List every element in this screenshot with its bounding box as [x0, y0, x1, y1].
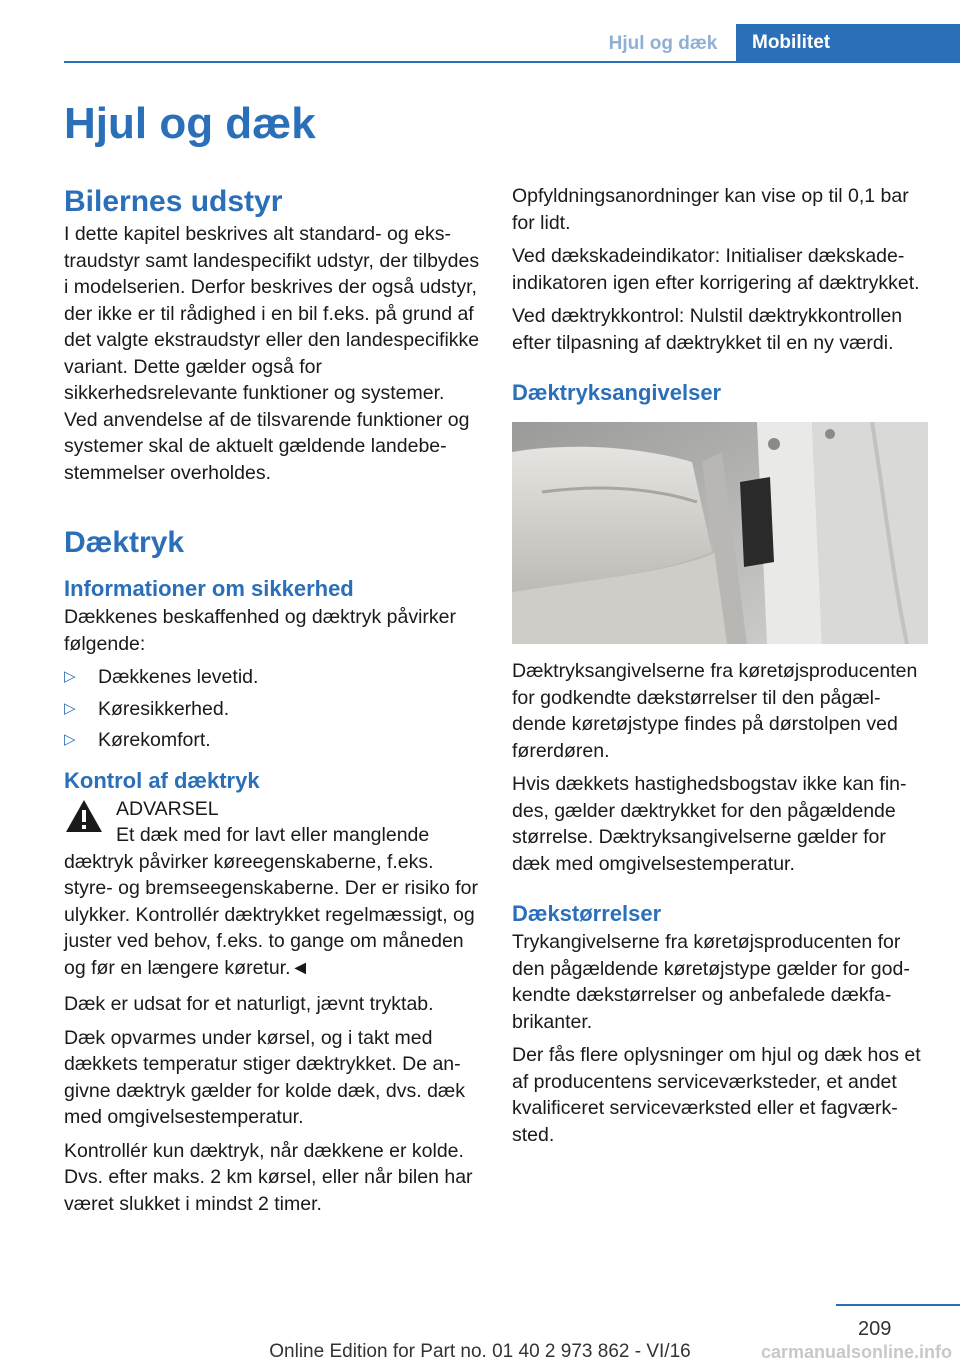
- page-title: Hjul og dæk: [64, 99, 316, 148]
- heading-tire-pressure: Dæktryk: [64, 526, 185, 559]
- warning-heading: ADVARSEL: [116, 797, 219, 820]
- watermark: carmanualsonline.info: [760, 1342, 952, 1362]
- right-column: [512, 183, 928, 1155]
- footer-rule: [836, 1304, 960, 1306]
- safety-bullet-list: [64, 664, 480, 754]
- paragraph-pressure-monitor: Ved dæktrykkontrol: Nulstil dæktrykkontrollen efter tilpasning af dæktrykket til en ny værdi.: [512, 305, 903, 354]
- paragraph-filling-devices: Opfyldningsanordninger kan vise op til 0,1 bar for lidt.: [512, 185, 909, 234]
- heading-tire-sizes: Dækstørrelser: [512, 901, 662, 926]
- heading-equipment: Bilernes udstyr: [64, 185, 283, 218]
- paragraph-approved-sizes: Trykangivelserne fra køretøjsproducenten for den pågældende køretøjstype gælder for godkendte dækstørrelser og anbefalede dækfabrikanter.: [512, 931, 910, 1033]
- left-column: [64, 183, 480, 1224]
- warning-triangle-icon: [64, 798, 104, 834]
- door-pillar-photo: [512, 422, 928, 644]
- triangle-bullet-icon: ▷: [64, 731, 76, 748]
- warning-block: [64, 796, 480, 982]
- paragraph-more-info: Der fås flere oplysninger om hjul og dæk hos et af producentens serviceværksteder, et andet kvalificeret serviceværksted eller et fagværksted.: [512, 1044, 921, 1146]
- list-item: ▷ Dækkenes levetid.: [64, 664, 480, 691]
- header-rule: [64, 61, 960, 63]
- edition-text: Online Edition for Part no. 01 40 2 973 862 - VI/16: [269, 1341, 691, 1362]
- paragraph-damage-indicator: Ved dækskadeindikator: Initialiser dækskadeindikatoren igen efter korrigering af dæktrykket.: [512, 245, 920, 294]
- list-item: ▷ Kørekomfort.: [64, 727, 480, 754]
- list-item: ▷ Køresikkerhed.: [64, 696, 480, 723]
- paragraph-heating: Dæk opvarmes under kørsel, og i takt med dækkets temperatur stiger dæktrykket. De angivne dæktryk gælder for kolde dæk, dvs. dæk med omgivelsestemperatur.: [64, 1026, 466, 1128]
- warning-text: Et dæk med for lavt eller manglende dæktryk påvirker køreegenskaberne, f.eks. styre- og bremseegenskaberne. Der er risiko for ulykker. Kontrollér dæktrykket regelmæssigt, og juster ved behov, f.eks. to gange om måneden og før en længere køretur.◄: [64, 824, 479, 979]
- paragraph-equipment: I dette kapitel beskrives alt standard- og ekstraudstyr samt landespecifikt udstyr, der tilbydes i modelserien. Derfor beskrives der også udstyr, der ikke er til rådighed i en bil f.eks. på grund af det valgte ekstraudstyr eller den landespecifikke variant. Dette gælder også for sikkerhedsrelevante funktioner og systemer. Ved anvendelse af de tilsvarende funktioner og systemer skal de aktuelt gældende landebestemmelser overholdes.: [64, 223, 480, 484]
- heading-check-pressure: Kontrol af dæktryk: [64, 767, 260, 793]
- paragraph-pressure-loss: Dæk er udsat for et naturligt, jævnt tryktab.: [64, 993, 434, 1015]
- chapter-tab[interactable]: Hjul og dæk: [608, 33, 718, 54]
- heading-safety-info: Informationer om sikkerhed: [64, 576, 354, 601]
- paragraph-speed-letter: Hvis dækkets hastighedsbogstav ikke kan findes, gælder dæktrykket for den pågældende størrelse. Dæktryksangivelserne gælder for dæk med omgivelsestemperatur.: [512, 773, 907, 875]
- section-tab[interactable]: Mobilitet: [736, 24, 960, 62]
- paragraph-safety: Dækkenes beskaffenhed og dæktryk påvirker følgende:: [64, 606, 457, 655]
- heading-pressure-specs: Dæktryksangivelser: [512, 380, 722, 405]
- page-number: 209: [858, 1318, 892, 1340]
- paragraph-specs-location: Dæktryksangivelserne fra køretøjsproducenten for godkendte dækstørrelser til den pågældende køretøjstype findes på dørstolpen ved førerdøren.: [512, 660, 918, 762]
- paragraph-check-cold: Kontrollér kun dæktryk, når dækkene er kolde. Dvs. efter maks. 2 km kørsel, eller når bilen har været slukket i mindst 2 timer.: [64, 1139, 473, 1215]
- triangle-bullet-icon: ▷: [64, 699, 76, 717]
- triangle-bullet-icon: ▷: [64, 668, 76, 685]
